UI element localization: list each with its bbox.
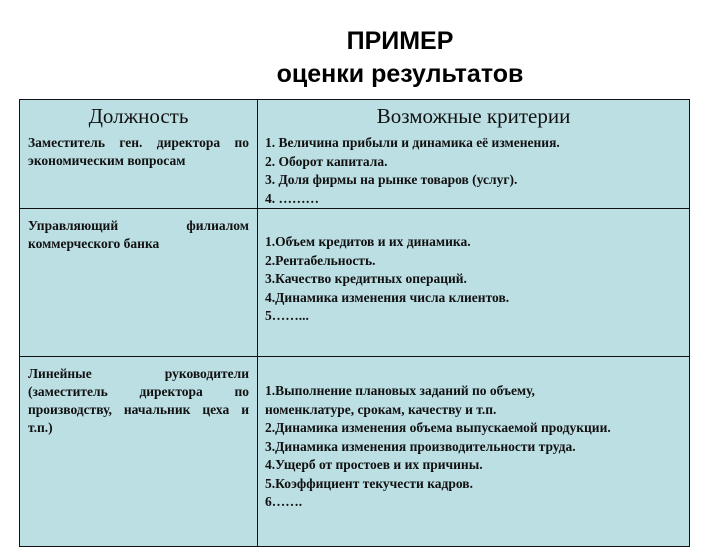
criteria-item: 6…….: [265, 494, 303, 509]
criteria-table: [19, 99, 690, 547]
position-cell: Заместитель ген. директора по экономическим вопросам: [20, 134, 258, 209]
table-header-row: [20, 100, 690, 135]
criteria-item: 3. Доля фирмы на рынке товаров (услуг).: [265, 172, 518, 187]
criteria-item: 1.Выполнение плановых заданий по объему,: [265, 383, 535, 398]
criteria-item: 4. ………: [265, 190, 319, 206]
table-row: [20, 357, 690, 547]
table-row: [20, 209, 690, 357]
header-criteria: Возможные критерии: [258, 100, 690, 135]
criteria-item: 1.Объем кредитов и их динамика.: [265, 234, 471, 249]
criteria-item: 4.Ущерб от простоев и их причины.: [265, 457, 483, 472]
slide-subtitle: оценки результатов: [276, 60, 524, 88]
position-cell: Линейные руководители (заместитель директора по производству, начальник цеха и т.п.): [20, 357, 258, 547]
criteria-item: 3.Динамика изменения производительности труда.: [265, 438, 576, 454]
criteria-item: номенклатуре, срокам, качеству и т.п.: [265, 401, 497, 417]
header-position: Должность: [20, 100, 258, 135]
position-cell: Управляющий филиалом коммерческого банка: [20, 209, 258, 357]
criteria-cell: [258, 209, 690, 357]
criteria-item: 5……...: [265, 308, 309, 323]
criteria-item: 3.Качество кредитных операций.: [265, 271, 467, 286]
criteria-item: 1. Величина прибыли и динамика её изменения.: [265, 135, 560, 150]
criteria-item: 2.Рентабельность.: [265, 252, 376, 268]
criteria-item: 2. Оборот капитала.: [265, 153, 388, 169]
table-row: [20, 134, 690, 209]
criteria-item: 2.Динамика изменения объема выпускаемой продукции.: [265, 420, 611, 435]
criteria-cell: [258, 357, 690, 547]
criteria-item: 5.Коэффициент текучести кадров.: [265, 475, 473, 491]
criteria-cell: [258, 134, 690, 209]
criteria-item: 4.Динамика изменения числа клиентов.: [265, 289, 510, 305]
slide-title: ПРИМЕР: [346, 27, 454, 55]
